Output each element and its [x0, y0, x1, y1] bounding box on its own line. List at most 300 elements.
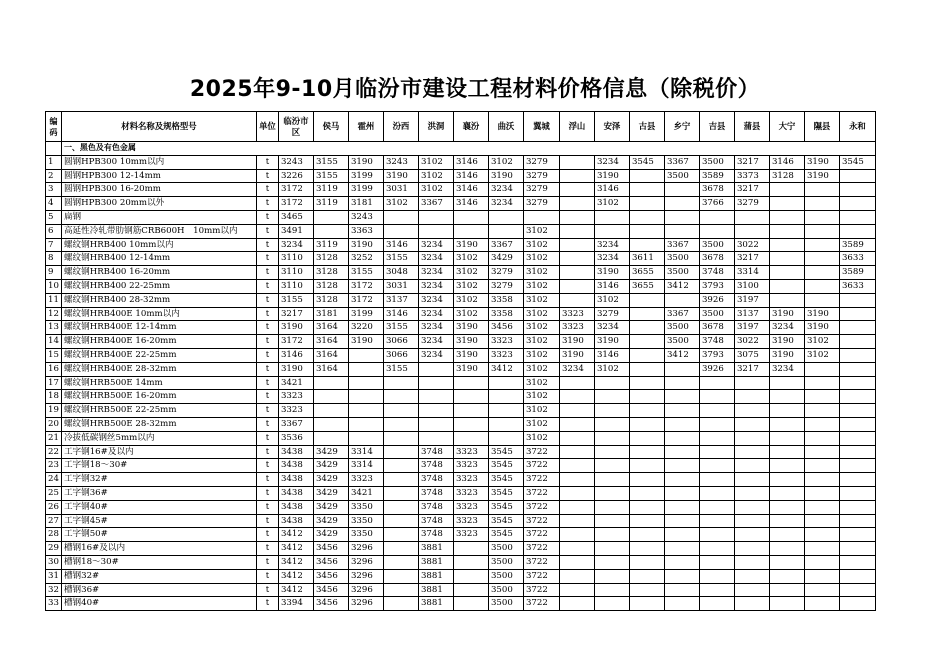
- price-cell: [804, 417, 839, 431]
- price-cell: [699, 417, 734, 431]
- price-cell: 3589: [839, 238, 875, 252]
- unit-cell: t: [256, 348, 278, 362]
- unit-cell: t: [256, 486, 278, 500]
- price-cell: [629, 597, 664, 611]
- price-cell: [664, 459, 699, 473]
- price-cell: [559, 197, 594, 211]
- price-cell: 3323: [488, 348, 523, 362]
- price-cell: 3323: [453, 500, 488, 514]
- price-cell: 3363: [348, 224, 383, 238]
- price-cell: [839, 528, 875, 542]
- column-header: 临汾市区: [278, 112, 313, 142]
- price-cell: [313, 224, 348, 238]
- price-cell: [629, 445, 664, 459]
- price-cell: 3102: [383, 197, 418, 211]
- price-cell: 3279: [488, 279, 523, 293]
- material-name: 螺纹钢HRB500E 28-32mm: [61, 417, 256, 431]
- price-cell: 3128: [313, 266, 348, 280]
- price-cell: 3589: [699, 169, 734, 183]
- price-cell: [769, 555, 804, 569]
- price-cell: [488, 431, 523, 445]
- price-cell: [629, 210, 664, 224]
- price-cell: 3296: [348, 555, 383, 569]
- price-cell: [804, 252, 839, 266]
- material-name: 槽钢32#: [61, 569, 256, 583]
- price-cell: 3429: [313, 528, 348, 542]
- price-cell: 3234: [769, 321, 804, 335]
- price-cell: 3881: [418, 569, 453, 583]
- price-cell: [699, 376, 734, 390]
- price-cell: [594, 555, 629, 569]
- price-cell: 3102: [453, 252, 488, 266]
- price-cell: [664, 224, 699, 238]
- unit-cell: t: [256, 238, 278, 252]
- price-cell: [559, 542, 594, 556]
- price-cell: 3155: [348, 266, 383, 280]
- category-row: [46, 142, 876, 156]
- price-cell: 3748: [699, 266, 734, 280]
- price-cell: [559, 500, 594, 514]
- unit-cell: t: [256, 266, 278, 280]
- price-cell: [839, 183, 875, 197]
- price-cell: 3279: [523, 183, 559, 197]
- price-cell: [594, 390, 629, 404]
- price-cell: 3102: [523, 252, 559, 266]
- table-row: [46, 569, 876, 583]
- page-title: 2025年9-10月临汾市建设工程材料价格信息（除税价）: [189, 77, 761, 102]
- price-cell: 3766: [699, 197, 734, 211]
- price-cell: [734, 224, 769, 238]
- price-cell: [769, 404, 804, 418]
- price-cell: 3217: [734, 155, 769, 169]
- price-cell: 3226: [278, 169, 313, 183]
- unit-cell: t: [256, 279, 278, 293]
- price-cell: 3243: [383, 155, 418, 169]
- price-cell: 3102: [523, 335, 559, 349]
- price-cell: 3500: [488, 555, 523, 569]
- price-cell: [804, 238, 839, 252]
- table-row: [46, 417, 876, 431]
- price-cell: 3146: [383, 238, 418, 252]
- price-cell: [383, 583, 418, 597]
- price-cell: 3102: [804, 335, 839, 349]
- price-cell: [594, 500, 629, 514]
- price-cell: [559, 210, 594, 224]
- row-index: 19: [46, 404, 62, 418]
- material-name: 槽钢36#: [61, 583, 256, 597]
- price-cell: 3190: [769, 307, 804, 321]
- price-cell: 3234: [418, 252, 453, 266]
- table-row: [46, 583, 876, 597]
- price-cell: 3438: [278, 500, 313, 514]
- price-cell: 3429: [313, 459, 348, 473]
- price-cell: [734, 459, 769, 473]
- price-cell: 3314: [348, 445, 383, 459]
- price-cell: 3545: [488, 514, 523, 528]
- price-cell: [348, 390, 383, 404]
- price-cell: [664, 555, 699, 569]
- row-index: 7: [46, 238, 62, 252]
- price-cell: 3722: [523, 459, 559, 473]
- price-cell: [453, 224, 488, 238]
- price-cell: [664, 390, 699, 404]
- header-row: [46, 112, 876, 142]
- price-cell: 3323: [278, 404, 313, 418]
- unit-cell: t: [256, 583, 278, 597]
- price-cell: 3438: [278, 514, 313, 528]
- price-cell: 3412: [278, 542, 313, 556]
- price-cell: 3146: [594, 279, 629, 293]
- price-cell: 3243: [278, 155, 313, 169]
- price-cell: 3190: [453, 362, 488, 376]
- price-cell: [559, 583, 594, 597]
- table-row: [46, 555, 876, 569]
- price-cell: 3545: [488, 500, 523, 514]
- column-header: 蒲县: [734, 112, 769, 142]
- price-cell: [348, 404, 383, 418]
- table-row: [46, 542, 876, 556]
- price-cell: [629, 459, 664, 473]
- price-cell: [629, 542, 664, 556]
- price-cell: 3217: [734, 183, 769, 197]
- price-cell: 3102: [523, 224, 559, 238]
- price-cell: 3022: [734, 238, 769, 252]
- price-cell: 3066: [383, 335, 418, 349]
- price-cell: 3722: [523, 473, 559, 487]
- row-index: 3: [46, 183, 62, 197]
- price-cell: 3722: [523, 542, 559, 556]
- unit-cell: t: [256, 514, 278, 528]
- material-name: 工字钢32#: [61, 473, 256, 487]
- price-cell: 3655: [629, 266, 664, 280]
- unit-cell: t: [256, 569, 278, 583]
- price-cell: 3102: [453, 307, 488, 321]
- price-cell: 3491: [278, 224, 313, 238]
- price-cell: [734, 390, 769, 404]
- price-cell: [839, 348, 875, 362]
- price-cell: 3234: [418, 293, 453, 307]
- price-cell: 3545: [629, 155, 664, 169]
- price-cell: [629, 390, 664, 404]
- price-cell: 3296: [348, 542, 383, 556]
- price-cell: [453, 555, 488, 569]
- price-cell: [559, 155, 594, 169]
- price-cell: 3748: [418, 459, 453, 473]
- price-cell: [594, 431, 629, 445]
- price-cell: [734, 473, 769, 487]
- material-name: 工字钢50#: [61, 528, 256, 542]
- price-cell: [769, 197, 804, 211]
- price-cell: 3633: [839, 279, 875, 293]
- price-cell: [839, 362, 875, 376]
- price-cell: 3146: [278, 348, 313, 362]
- column-header: 曲沃: [488, 112, 523, 142]
- row-index: 4: [46, 197, 62, 211]
- price-cell: [383, 390, 418, 404]
- row-index: 17: [46, 376, 62, 390]
- price-cell: 3234: [418, 238, 453, 252]
- price-cell: [488, 210, 523, 224]
- price-cell: [839, 210, 875, 224]
- price-cell: [699, 486, 734, 500]
- row-index: 2: [46, 169, 62, 183]
- price-cell: [804, 583, 839, 597]
- price-cell: [629, 376, 664, 390]
- price-cell: 3367: [664, 307, 699, 321]
- price-cell: [839, 169, 875, 183]
- row-index: 15: [46, 348, 62, 362]
- price-cell: 3128: [769, 169, 804, 183]
- row-index: 31: [46, 569, 62, 583]
- price-cell: 3545: [488, 486, 523, 500]
- price-cell: [629, 293, 664, 307]
- price-cell: [769, 569, 804, 583]
- price-cell: 3146: [453, 197, 488, 211]
- price-cell: [769, 500, 804, 514]
- row-index: 12: [46, 307, 62, 321]
- price-cell: 3181: [348, 197, 383, 211]
- price-cell: [559, 404, 594, 418]
- price-cell: 3456: [313, 555, 348, 569]
- price-cell: [699, 431, 734, 445]
- price-cell: 3323: [488, 335, 523, 349]
- material-name: 扁钢: [61, 210, 256, 224]
- material-name: 槽钢18～30#: [61, 555, 256, 569]
- column-header: 汾西: [383, 112, 418, 142]
- price-cell: 3190: [453, 238, 488, 252]
- price-cell: 3500: [664, 169, 699, 183]
- price-cell: [629, 224, 664, 238]
- price-cell: [383, 473, 418, 487]
- price-cell: 3500: [664, 266, 699, 280]
- row-index: 9: [46, 266, 62, 280]
- price-cell: [594, 569, 629, 583]
- price-cell: [839, 486, 875, 500]
- price-cell: 3279: [488, 266, 523, 280]
- price-cell: [629, 362, 664, 376]
- material-name: 螺纹钢HRB400 16-20mm: [61, 266, 256, 280]
- price-cell: [383, 555, 418, 569]
- price-cell: 3217: [734, 252, 769, 266]
- price-cell: [313, 210, 348, 224]
- price-cell: [594, 542, 629, 556]
- price-cell: [699, 569, 734, 583]
- price-cell: [839, 224, 875, 238]
- price-cell: [699, 597, 734, 611]
- price-cell: 3793: [699, 279, 734, 293]
- price-cell: 3323: [453, 473, 488, 487]
- price-cell: 3102: [804, 348, 839, 362]
- price-cell: [804, 514, 839, 528]
- price-cell: 3146: [383, 307, 418, 321]
- price-cell: [629, 514, 664, 528]
- price-cell: 3102: [523, 238, 559, 252]
- price-cell: 3323: [453, 528, 488, 542]
- price-cell: [383, 376, 418, 390]
- price-cell: [804, 555, 839, 569]
- price-cell: [629, 473, 664, 487]
- price-cell: 3314: [348, 459, 383, 473]
- unit-cell: t: [256, 224, 278, 238]
- price-cell: 3102: [523, 293, 559, 307]
- price-cell: 3234: [594, 321, 629, 335]
- column-header: 霍州: [348, 112, 383, 142]
- price-cell: [383, 224, 418, 238]
- price-cell: 3748: [699, 335, 734, 349]
- price-cell: [453, 431, 488, 445]
- price-cell: [839, 445, 875, 459]
- price-cell: 3881: [418, 583, 453, 597]
- row-index: 18: [46, 390, 62, 404]
- price-cell: [664, 417, 699, 431]
- price-cell: 3102: [523, 307, 559, 321]
- unit-cell: t: [256, 293, 278, 307]
- unit-cell: t: [256, 459, 278, 473]
- price-cell: [734, 404, 769, 418]
- column-header: 隰县: [804, 112, 839, 142]
- price-cell: 3199: [348, 169, 383, 183]
- column-header: 单位: [256, 112, 278, 142]
- price-cell: [804, 404, 839, 418]
- unit-cell: t: [256, 445, 278, 459]
- price-cell: 3190: [453, 348, 488, 362]
- price-cell: 3102: [453, 279, 488, 293]
- price-cell: 3296: [348, 583, 383, 597]
- column-header: 浮山: [559, 112, 594, 142]
- price-cell: [559, 597, 594, 611]
- price-cell: 3234: [418, 335, 453, 349]
- price-cell: 3199: [348, 307, 383, 321]
- price-cell: [629, 183, 664, 197]
- price-cell: 3190: [278, 321, 313, 335]
- price-cell: 3500: [488, 542, 523, 556]
- price-cell: [383, 569, 418, 583]
- price-cell: 3438: [278, 473, 313, 487]
- row-index: 29: [46, 542, 62, 556]
- price-cell: 3748: [418, 500, 453, 514]
- price-cell: [664, 528, 699, 542]
- price-cell: [559, 224, 594, 238]
- price-cell: [664, 542, 699, 556]
- price-cell: [769, 238, 804, 252]
- price-cell: [488, 404, 523, 418]
- price-cell: 3172: [278, 335, 313, 349]
- price-cell: 3172: [348, 293, 383, 307]
- price-cell: 3500: [664, 321, 699, 335]
- table-row: [46, 362, 876, 376]
- column-header: 乡宁: [664, 112, 699, 142]
- table-row: [46, 279, 876, 293]
- price-cell: [734, 597, 769, 611]
- price-cell: 3102: [453, 293, 488, 307]
- price-cell: 3102: [523, 390, 559, 404]
- price-cell: 3243: [348, 210, 383, 224]
- price-cell: 3429: [488, 252, 523, 266]
- price-cell: [383, 210, 418, 224]
- material-name: 螺纹钢HRB400E 16-20mm: [61, 335, 256, 349]
- price-cell: [383, 431, 418, 445]
- price-cell: 3181: [313, 307, 348, 321]
- price-cell: [594, 224, 629, 238]
- table-row: [46, 486, 876, 500]
- price-cell: [699, 555, 734, 569]
- price-cell: [453, 210, 488, 224]
- price-cell: [839, 555, 875, 569]
- price-cell: 3465: [278, 210, 313, 224]
- price-cell: [629, 197, 664, 211]
- price-cell: 3234: [594, 238, 629, 252]
- price-cell: [769, 266, 804, 280]
- price-cell: 3110: [278, 252, 313, 266]
- price-cell: 3500: [664, 335, 699, 349]
- price-cell: [559, 266, 594, 280]
- price-cell: [629, 486, 664, 500]
- price-cell: 3500: [699, 155, 734, 169]
- price-cell: 3412: [664, 348, 699, 362]
- price-cell: [839, 431, 875, 445]
- row-index: 13: [46, 321, 62, 335]
- price-cell: 3456: [313, 583, 348, 597]
- price-cell: 3500: [664, 252, 699, 266]
- price-cell: [839, 514, 875, 528]
- price-cell: [769, 417, 804, 431]
- table-row: [46, 321, 876, 335]
- table-row: [46, 459, 876, 473]
- price-cell: [769, 583, 804, 597]
- price-cell: 3100: [734, 279, 769, 293]
- price-cell: 3146: [453, 155, 488, 169]
- price-cell: [629, 348, 664, 362]
- price-cell: 3102: [523, 431, 559, 445]
- price-cell: 3102: [523, 266, 559, 280]
- price-cell: [699, 210, 734, 224]
- price-cell: [804, 293, 839, 307]
- price-cell: 3279: [523, 155, 559, 169]
- price-cell: [769, 210, 804, 224]
- price-cell: 3456: [313, 597, 348, 611]
- price-cell: [664, 293, 699, 307]
- price-cell: [769, 390, 804, 404]
- column-header: 古县: [629, 112, 664, 142]
- price-cell: [664, 500, 699, 514]
- price-cell: [453, 569, 488, 583]
- price-cell: [839, 583, 875, 597]
- price-cell: [559, 555, 594, 569]
- unit-cell: t: [256, 169, 278, 183]
- price-cell: 3456: [488, 321, 523, 335]
- price-cell: [734, 417, 769, 431]
- price-cell: [804, 528, 839, 542]
- price-cell: 3137: [734, 307, 769, 321]
- price-cell: [769, 224, 804, 238]
- column-header: 大宁: [769, 112, 804, 142]
- table-row: [46, 224, 876, 238]
- table-row: [46, 169, 876, 183]
- row-index: 11: [46, 293, 62, 307]
- material-name: 槽钢40#: [61, 597, 256, 611]
- price-cell: [418, 431, 453, 445]
- price-cell: 3110: [278, 266, 313, 280]
- price-cell: [348, 431, 383, 445]
- price-cell: [453, 390, 488, 404]
- price-cell: 3611: [629, 252, 664, 266]
- unit-cell: t: [256, 335, 278, 349]
- unit-cell: t: [256, 473, 278, 487]
- price-cell: [559, 183, 594, 197]
- price-cell: [664, 183, 699, 197]
- row-index: 10: [46, 279, 62, 293]
- price-cell: [804, 390, 839, 404]
